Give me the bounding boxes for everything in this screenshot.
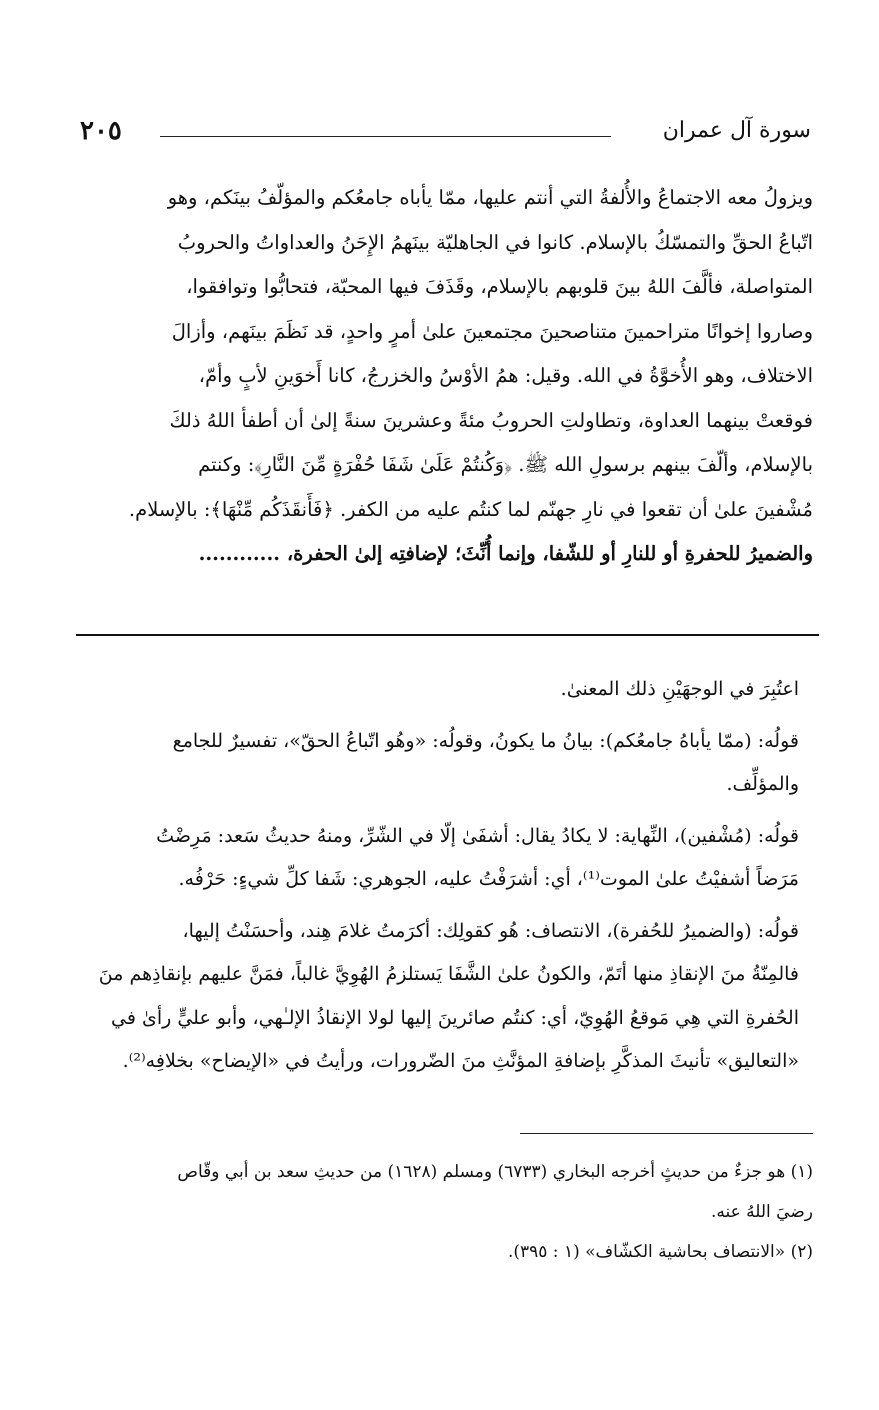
main-commentary <box>78 176 813 577</box>
note-line: الحُفرةِ التي هِي مَوقعُ الهُوِيّ، أي: كنتُم صائرينَ إليها لولا الإنقاذُ الإلـٰهي، وأبو عليٍّ رأىٰ في <box>111 1006 799 1029</box>
note-line: «التعاليق» تأنيثَ المذكَّرِ بإضافةِ المؤنَّثِ منَ الضّرورات، ورأيتُ في «الإيضاح» بخلافِه⁽²⁾. <box>122 1050 799 1072</box>
main-line: مُشْفينَ علىٰ أن تقعوا في نارِ جهنّم لما كنتُم عليه من الكفر. ﴿فَأَنقَذَكُم مِّنْهَا﴾: بالإسلام. <box>128 497 813 521</box>
main-line: والضميرُ للحفرةِ أو للنارِ أو للشّفا، وإنما أُنِّثَ؛ لإضافتِه إلىٰ الحفرة، ............ <box>198 542 813 565</box>
note-line: قولُه: (والضميرُ للحُفرة)، الانتصاف: هُو كقولِك: أكرَمتُ غلامَ هِند، وأحسَنْتُ إليها، <box>182 919 799 942</box>
main-line: المتواصلة، فألَّفَ اللهُ بينَ قلوبهم بالإسلام، وقَذَفَ فيها المحبّة، فتحابُّوا وتوافقوا، <box>186 275 813 298</box>
footnote-divider <box>520 1133 813 1134</box>
note-paragraph <box>80 910 813 1084</box>
note-paragraph <box>80 720 813 807</box>
footnote-line: (٢) «الانتصاف بحاشية الكشّاف» (١ : ٣٩٥). <box>507 1242 813 1262</box>
main-line: وصاروا إخوانًا متراحمينَ متناصحينَ مجتمعينَ علىٰ أمرٍ واحدٍ، قد نَظَمَ بينَهم، وأزالَ <box>171 319 813 343</box>
footnote-2 <box>80 1232 813 1272</box>
main-line: فوقعتْ بينهما العداوة، وتطاولتِ الحروبُ مئةً وعشرينَ سنةً إلىٰ أن أطفأ اللهُ ذلكَ <box>169 408 813 432</box>
note-paragraph <box>80 815 813 902</box>
note-line: فالمِنّةُ منَ الإنقاذِ منها أتَمّ، والكونُ علىٰ الشَّفَا يَستلزمُ الهُوِيَّ غالباً، فمَنَّ عليهم بإنقاذِهم منَ <box>98 963 799 985</box>
running-header <box>80 114 811 148</box>
main-line: الاختلاف، وهو الأُخوَّةُ في الله. وقيل: همُ الأوْسُ والخزرجُ، كانا أَخوَينِ لأبٍ وأمّ، <box>198 364 813 387</box>
footnotes <box>80 1152 813 1272</box>
note-line: والمؤلِّف. <box>726 773 799 795</box>
marginal-notes <box>80 668 813 1092</box>
header-rule <box>160 136 611 137</box>
main-line: اتّباعُ الحقِّ والتمسّكُ بالإسلام. كانوا في الجاهليّة بينَهمُ الإِحَنُ والعداواتُ والحروبُ <box>177 230 813 254</box>
main-line: ويزولُ معه الاجتماعُ والأُلفةُ التي أنتم عليها، ممّا يأباه جامعُكم والمؤلّفُ بينَكم، وهو <box>167 186 813 209</box>
footnote-line: رضيَ اللهُ عنه. <box>710 1202 813 1222</box>
surah-title: سورة آل عمران <box>662 118 811 143</box>
main-divider <box>76 634 819 636</box>
footnote-1 <box>80 1152 813 1232</box>
note-line: قولُه: (ممّا يأباهُ جامعُكم): بيانُ ما يكونُ، وقولُه: «وهُو اتّباعُ الحقّ»، تفسيرٌ للجامع <box>172 729 799 752</box>
note-line: مَرَضاً أشفيْتُ علىٰ الموت⁽¹⁾، أي: أشرَفْتُ عليه، الجوهري: شَفا كلِّ شيءٍ: حَرْفُه. <box>178 868 799 890</box>
note-line: اعتُبِرَ في الوجهَيْنِ ذلك المعنىٰ. <box>560 678 799 700</box>
note-paragraph <box>80 668 813 712</box>
main-line: بالإسلام، وألّفَ بينهم برسولِ الله ﷺ. ﴿وَكُنتُمْ عَلَىٰ شَفَا حُفْرَةٍ مِّنَ النَّارِ﴾: وكنتم <box>198 453 813 476</box>
note-line: قولُه: (مُشْفين)، النِّهاية: لا يكادُ يقال: أشفَىٰ إلّا في الشّرِّ، ومنهُ حديثُ سَعد: مَرِضْتُ <box>156 824 799 847</box>
main-paragraph <box>78 176 813 577</box>
footnote-line: (١) هو جزءٌ من حديثٍ أخرجه البخاري (٦٧٣٣) ومسلم (١٦٢٨) من حديثِ سعد بن أبي وقّاص <box>177 1162 813 1182</box>
page-number: ٢٠٥ <box>80 116 122 146</box>
